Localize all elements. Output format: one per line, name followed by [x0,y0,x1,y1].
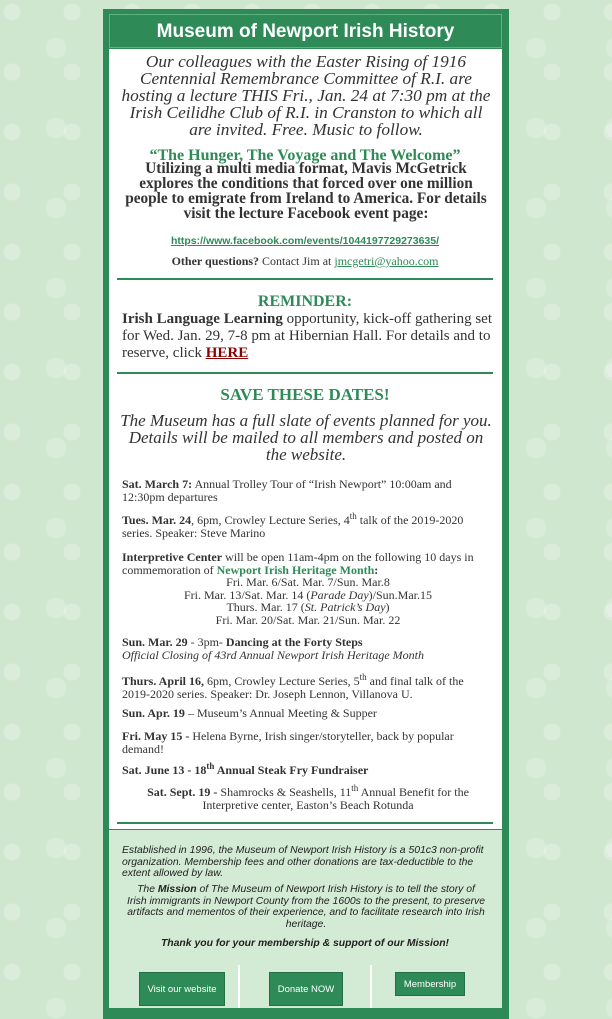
button-separator [238,965,240,1008]
page-title: Museum of Newport Irish History [109,14,502,48]
save-dates-title: SAVE THESE DATES! [220,385,390,404]
lecture-description: Utilizing a multi media format, Mavis McGetrick explores the conditions that forced over one million people to emigrate from Ireland to America. For details visit the lecture Facebook event page: [125,160,487,222]
event-text: - 3pm- [187,635,226,649]
divider [117,278,493,280]
event-item [122,761,494,777]
event-dates-line [122,601,494,614]
email-link[interactable]: jmcgetri@yahoo.com [334,254,439,268]
mission-prefix: The [137,884,158,895]
event-dates-line: Fri. Mar. 6/Sat. Mar. 7/Sun. Mar.8 [226,575,390,589]
ordinal-suffix: th [349,511,357,521]
event-text: ) [385,600,390,614]
thanks-text: Thank you for your membership & support of our Mission! [160,938,450,949]
membership-button[interactable]: Membership [395,972,465,996]
event-item [122,636,494,661]
event-text: : [374,562,379,577]
mission-body: of The Museum of Newport Irish History is to tell the story of Irish immigrants in Newport County from the 1600s to the present, to preserve artifacts and mementos of their experience, and to facilitate research into Irish heritage. [126,884,486,930]
established-text: Established in 1996, the Museum of Newport Irish History is a 501c3 non-profit organization. Membership fees and other donations are tax-deductible to the extent allowed by law. [122,845,484,879]
contact-line [110,254,500,269]
event-dates-line: Fri. Mar. 20/Sat. Mar. 21/Sun. Mar. 22 [215,612,401,627]
questions-text: Contact Jim at [259,254,335,268]
event-date: Fri. May 15 - [122,729,190,743]
event-item [122,783,494,812]
event-text: Annual Trolley Tour of “Irish Newport” 10:00am and 12:30pm departures [122,477,452,504]
event-text: Parade Day [310,587,369,602]
event-date: Sat. June 13 - 18 [122,763,207,777]
donate-button[interactable]: Donate NOW [269,972,343,1006]
ordinal-suffix: th [359,672,367,682]
mission-label: Mission [157,884,197,895]
reminder-body [122,311,492,362]
event-item [122,551,494,626]
visit-website-button[interactable]: Visit our website [139,972,225,1006]
reminder-text: opportunity, kick-off gathering set for Wed. Jan. 29, 7-8 pm at Hibernian Hall. For details and to reserve, click [122,311,492,361]
event-date: Interpretive Center [122,550,223,564]
event-text: Dancing at the Forty Steps [225,635,363,649]
event-text: Shamrocks & Seashells, 11 [217,785,352,799]
event-text: talk of the 2019-2020 series. Speaker: Steve Marino [122,513,464,540]
intro-text: Our colleagues with the Easter Rising of 1916 Centennial Remembrance Committee of R.I. are hosting a lecture THIS Fri., Jan. 24 at 7:30 pm at the Irish Ceilidhe Club of R.I. in Cranston to which all are invited. Free. Music to follow. [121,52,491,139]
reminder-title: REMINDER: [257,293,353,310]
ordinal-suffix: th [206,761,215,771]
event-text: Fri. Mar. 13/Sat. Mar. 14 ( [184,587,311,602]
mission-text [126,884,486,930]
reminder-bold: Irish Language Learning [122,311,283,327]
event-item [122,707,494,720]
event-date: Sun. Apr. 19 [122,706,185,720]
questions-label: Other questions? [171,254,260,268]
lecture-title: “The Hunger, The Voyage and The Welcome” [149,147,461,164]
save-dates-intro: The Museum has a full slate of events planned for you. Details will be mailed to all members and posted on the website. [120,411,492,464]
event-text: Annual Steak Fry Fundraiser [214,763,369,777]
event-text: St. Patrick’s Day [304,600,386,614]
event-item [122,672,494,701]
reminder-here-link[interactable]: HERE [205,345,249,361]
event-text: Thurs. Mar. 17 ( [226,600,305,614]
event-date: Thurs. April 16, [122,674,205,688]
event-date: Sat. March 7: [122,477,193,491]
button-separator [370,965,372,1008]
heritage-month-label: Newport Irish Heritage Month [216,562,375,577]
facebook-event-link[interactable]: https://www.facebook.com/events/1044197729273635/ [170,235,440,247]
event-text: Annual Benefit for the Interpretive center, Easton’s Beach Rotunda [202,785,469,812]
event-text: and final talk of the 2019-2020 series. Speaker: Dr. Joseph Lennon, Villanova U. [122,674,464,701]
event-text: )/Sun.Mar.15 [368,587,432,602]
event-text: , 6pm, Crowley Lecture Series, 4 [191,513,350,527]
divider [117,822,493,824]
event-text: Official Closing of 43rd Annual Newport Irish Heritage Month [122,647,425,662]
event-date: Sun. Mar. 29 [122,635,188,649]
event-item [122,730,494,755]
ordinal-suffix: th [351,783,359,793]
event-text: 6pm, Crowley Lecture Series, 5 [204,674,360,688]
event-text: – Museum’s Annual Meeting & Supper [184,706,377,720]
event-item [122,478,494,503]
divider [117,372,493,374]
event-item [122,511,494,540]
event-date: Tues. Mar. 24 [122,513,192,527]
event-text: will be open 11am-4pm on the following 10 days in commemoration of [122,550,474,577]
event-date: Sat. Sept. 19 - [147,785,218,799]
event-text: Helena Byrne, Irish singer/storyteller, back by popular demand! [122,729,454,756]
